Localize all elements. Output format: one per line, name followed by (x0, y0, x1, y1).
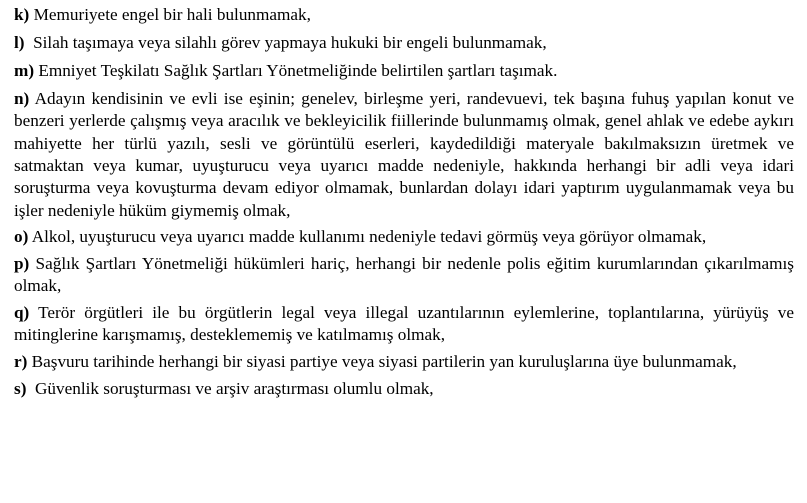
item-letter: p) (14, 253, 30, 273)
item-letter: l) (14, 32, 25, 52)
item-letter: k) (14, 5, 30, 24)
item-letter: n) (14, 88, 30, 108)
item-letter: m) (14, 60, 35, 80)
item-text: Memuriyete engel bir hali bulunmamak, (33, 5, 311, 24)
item-letter: s) (14, 378, 27, 398)
list-item-o (14, 226, 794, 248)
item-letter: q) (14, 302, 30, 322)
list-item-r (14, 351, 794, 373)
list-item-s (14, 378, 794, 400)
item-text: Sağlık Şartları Yönetmeliği hükümleri hariç, herhangi bir nedenle polis eğitim kurumlarından çıkarılmamış olmak, (14, 253, 794, 296)
item-letter: o) (14, 227, 29, 247)
list-item-p (14, 253, 794, 298)
item-text: Emniyet Teşkilatı Sağlık Şartları Yönetmeliğinde belirtilen şartları taşımak. (38, 60, 558, 80)
item-text: Alkol, uyuşturucu veya uyarıcı madde kullanımı nedeniyle tedavi görmüş veya görüyor olmamak, (31, 227, 707, 247)
list-item-l (14, 32, 794, 54)
document-body (14, 4, 794, 404)
list-item-m (14, 60, 794, 82)
list-item-k (14, 4, 794, 26)
item-text: Terör örgütleri ile bu örgütlerin legal veya illegal uzantılarının eylemlerine, toplantılarına, yürüyüş ve mitinglerine karışmamış, desteklememiş ve katılmamış olmak, (14, 302, 794, 345)
list-item-q (14, 302, 794, 347)
list-item-n (14, 88, 794, 222)
item-letter: r) (14, 351, 28, 371)
item-text: Adayın kendisinin ve evli ise eşinin; genelev, birleşme yeri, randevuevi, tek başına fuhuş yapılan konut ve benzeri yerlerde çalışmış veya aracılık ve bekleyicilik fiillerinde bulunmamış olmak, genel ahlak ve edebe aykırı mahiyette her türlü yazılı, sesli ve görüntülü eserleri, kaydedildiği materyale bakılmaksızın üretmek ve satmaktan veya kumar, uyuşturucu veya uyarıcı madde nedeniyle, hakkında herhangi bir adli veya idari soruşturma veya kovuşturma devam ediyor olmamak, bunlardan dolayı idari yaptırım uygulanmamak veya bu işler nedeniyle hüküm giymemiş olmak, (14, 88, 794, 220)
item-text: Güvenlik soruşturması ve arşiv araştırması olumlu olmak, (35, 378, 434, 398)
item-text: Başvuru tarihinde herhangi bir siyasi partiye veya siyasi partilerin yan kuruluşlarına üye bulunmamak, (31, 351, 737, 371)
item-text: Silah taşımaya veya silahlı görev yapmaya hukuki bir engeli bulunmamak, (33, 32, 547, 52)
